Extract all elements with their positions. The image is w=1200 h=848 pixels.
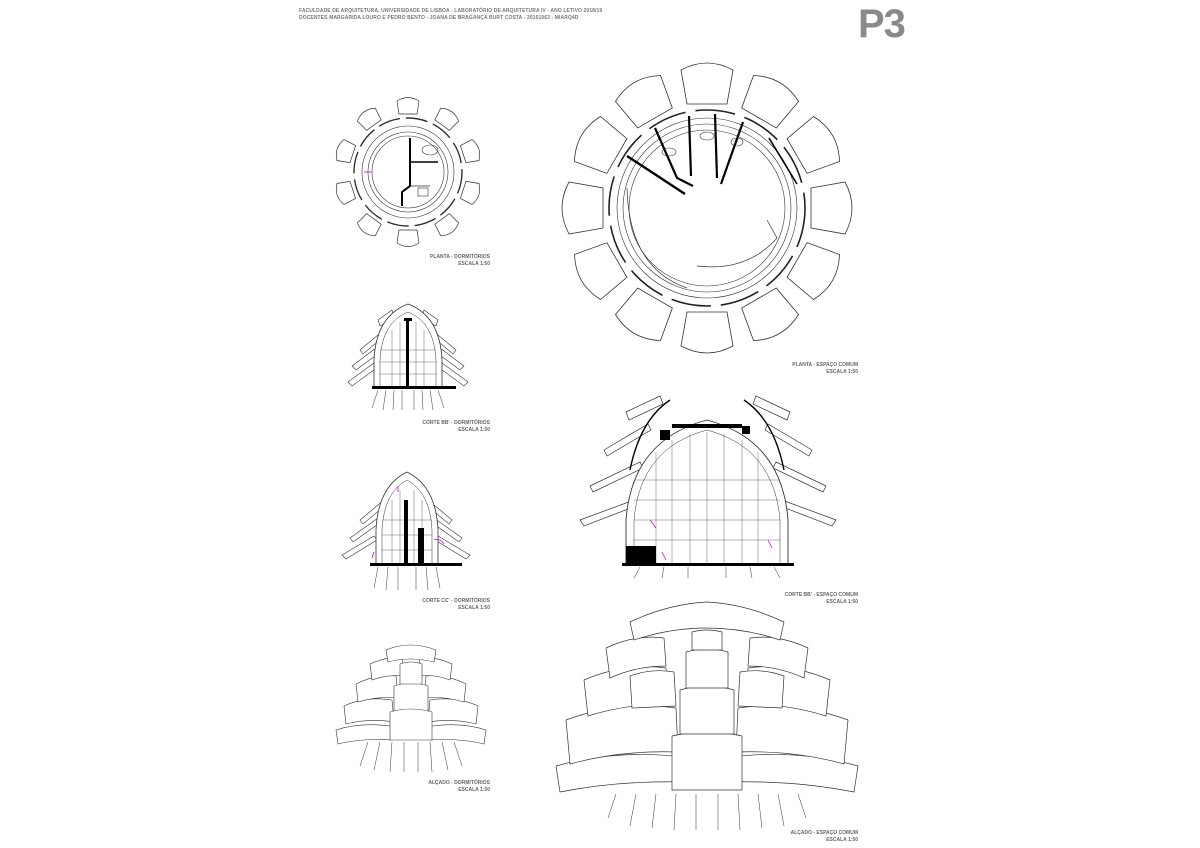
- caption-corte-bb-dormitorios: [422, 420, 490, 434]
- caption-title: CORTE BB' - DORMITÓRIOS: [422, 420, 490, 426]
- caption-planta-espaco-comum: [792, 362, 858, 376]
- caption-scale: ESCALA 1:50: [458, 787, 490, 793]
- caption-planta-dormitorios: [430, 254, 490, 268]
- caption-title: ALÇADO - ESPAÇO COMUM: [790, 830, 858, 836]
- section-bb-dormitorios: [348, 304, 468, 410]
- caption-scale: ESCALA 1:50: [826, 599, 858, 605]
- caption-alcado-espaco-comum: [791, 830, 858, 844]
- caption-scale: ESCALA 1:50: [458, 427, 490, 433]
- caption-title: CORTE CC' - DORMITÓRIOS: [422, 598, 490, 604]
- section-bb-espaco-comum: [580, 396, 836, 578]
- caption-scale: ESCALA 1:50: [826, 837, 858, 843]
- caption-title: PLANTA - ESPAÇO COMUM: [792, 362, 858, 368]
- elevation-espaco-comum: [556, 602, 858, 830]
- elevation-dormitorios: [336, 645, 486, 772]
- plan-dormitorios: [334, 98, 483, 247]
- caption-title: PLANTA - DORMITÓRIOS: [430, 254, 490, 260]
- caption-scale: ESCALA 1:50: [826, 369, 858, 375]
- sheet-number: P3: [858, 2, 905, 46]
- header-line-1: FACULDADE DE ARQUITETURA, UNIVERSIDADE DE LISBOA - LABORATÓRIO DE ARQUITETURA IV - ANO LETIVO 2018/19: [299, 8, 603, 14]
- caption-title: CORTE BB' - ESPAÇO COMUM: [784, 592, 858, 598]
- caption-corte-bb-espaco-comum: [785, 592, 858, 606]
- header-line-2: DOCENTES MARGARIDA LOURO E PEDRO BENTO - JOANA DE BRAGANÇA BURT COSTA - 20151063 - MIARQ4D: [299, 15, 579, 21]
- caption-alcado-dormitorios: [428, 780, 490, 794]
- caption-scale: ESCALA 1:50: [458, 261, 490, 267]
- caption-title: ALÇADO - DORMITÓRIOS: [428, 780, 490, 786]
- plan-espaco-comum: [562, 63, 852, 353]
- caption-scale: ESCALA 1:50: [458, 605, 490, 611]
- section-cc-dormitorios: [342, 472, 470, 590]
- caption-corte-cc-dormitorios: [422, 598, 490, 612]
